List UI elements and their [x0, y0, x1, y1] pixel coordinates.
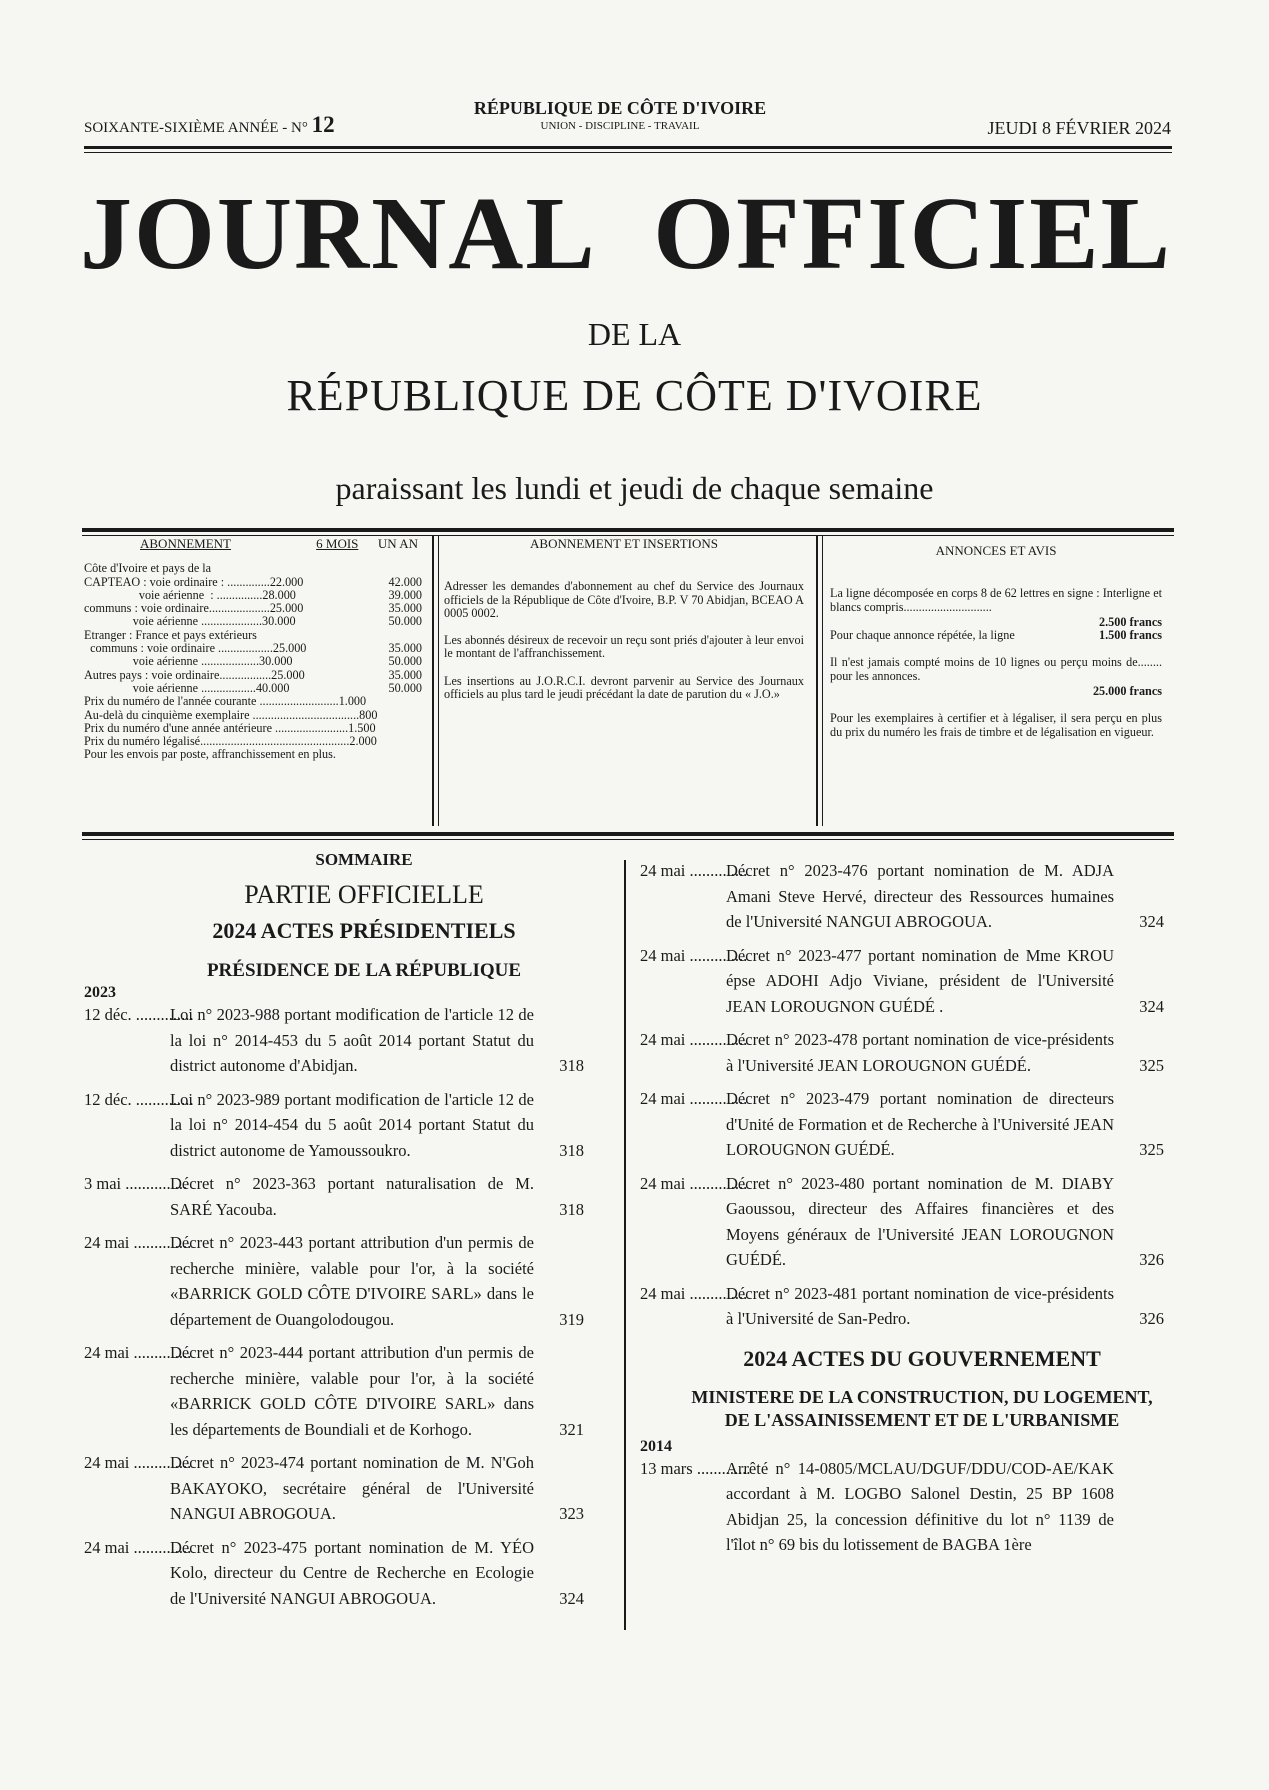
sommaire-right [640, 858, 1164, 1566]
list-item [84, 1171, 584, 1222]
actes-presidentiels: 2024 ACTES PRÉSIDENTIELS [212, 918, 516, 943]
year-label: SOIXANTE-SIXIÈME ANNÉE - N° [84, 120, 308, 136]
entry-page: 323 [559, 1504, 584, 1523]
insertions-p1: Adresser les demandes d'abonnement au chef du Service des Journaux officiels de la République de Côte d'Ivoire, B.P. V 70 Abidjan, BCEAO A 0005 0002. [444, 579, 804, 620]
top-rule [84, 146, 1172, 149]
abonnement-row [84, 709, 422, 722]
entry-text: Décret n° 2023-444 portant attribution d'un permis de recherche minière, valable pour l'or, à la société «BARRICK GOLD CÔTE D'IVOIRE SARL» dans les départements de Boundiali et de Korhogo. [170, 1343, 534, 1439]
abonnement-row-value [374, 695, 422, 708]
abonnement-row-label: CAPTEAO : voie ordinaire : ..............22.000 [84, 574, 304, 589]
entry-text: Décret n° 2023-479 portant nomination de directeurs d'Unité de Formation et de Recherche à l'Université JEAN LOROUGNON GUÉDÉ. [726, 1089, 1114, 1159]
entry-page: 321 [559, 1419, 584, 1439]
abonnement-row-label: Prix du numéro d'une année antérieure ........................1.500 [84, 720, 376, 735]
annonces-p1-price: 2.500 francs [1099, 614, 1162, 629]
left-entries [84, 1002, 584, 1611]
info-divider-1b [438, 536, 439, 826]
insertions-p3: Les insertions au J.O.R.C.I. devront parvenir au Service des Journaux officiels au plus tard le jeudi précédant la date de parution du « J.O.» [444, 673, 804, 702]
entry-page: 324 [1139, 912, 1164, 931]
annonces-p4: Pour les exemplaires à certifier et à légaliser, il sera perçu en plus du prix du numéro les frais de timbre et de légalisation en vigueur. [830, 711, 1162, 739]
right-entries [640, 858, 1164, 1332]
abonnement-head [84, 537, 422, 550]
entry-text: Décret n° 2023-443 portant attribution d'un permis de recherche minière, valable pour l'or, à la société «BARRICK GOLD CÔTE D'IVOIRE SARL» dans le département de Ouangolodougou. [170, 1233, 534, 1329]
ministere-heading: MINISTERE DE LA CONSTRUCTION, DU LOGEMENT, DE L'ASSAINISSEMENT ET DE L'URBANISME [691, 1386, 1153, 1430]
entry-text: Loi n° 2023-988 portant modification de l'article 12 de la loi n° 2014-453 du 5 août 2014 portant Statut du district autonome d'Abidjan. [170, 1005, 534, 1075]
abonnement-row [84, 589, 422, 602]
entry-date: 13 mars ............. [640, 1458, 751, 1478]
list-item [84, 1450, 584, 1527]
abonnement-row [84, 562, 422, 575]
list-item [84, 1230, 584, 1332]
column-divider [624, 860, 626, 1630]
issue-number [84, 112, 335, 138]
col-unan: UN AN [377, 536, 418, 551]
abonnement-row-label: Autres pays : voie ordinaire.................25.000 [84, 667, 305, 682]
list-item [640, 1456, 1164, 1558]
abonnement-row-label: voie aérienne : ...............28.000 [84, 587, 296, 602]
entry-date: 24 mai .............. [640, 1283, 748, 1303]
abonnement-row-value [377, 709, 425, 722]
entry-text: Loi n° 2023-989 portant modification de l'article 12 de la loi n° 2014-454 du 5 août 2014 portant Statut du district autonome de Yamoussoukro. [170, 1089, 534, 1160]
abonnement-row-label: Côte d'Ivoire et pays de la [84, 561, 212, 576]
abonnement-row-value [376, 722, 424, 735]
insertions-p2: Les abonnés désireux de recevoir un reçu sont priés d'ajouter à leur envoi le montant de l'affranchissement. [444, 633, 804, 661]
year-2023: 2023 [84, 984, 116, 1001]
info-rule-bottom [82, 832, 1174, 836]
entry-date: 12 déc. .............. [84, 1005, 194, 1024]
annonces-box [830, 537, 1162, 753]
abonnement-row-value: 42.000 [388, 574, 422, 589]
abonnement-row [84, 748, 422, 761]
entry-text: Décret n° 2023-476 portant nomination de M. ADJA Amani Steve Hervé, directeur des Ressources humaines de l'Université NANGUI ABROGOUA. [726, 861, 1114, 931]
abonnement-row [84, 615, 422, 628]
abonnement-row-value: 35.000 [388, 641, 422, 656]
entry-date: 24 mai .............. [640, 861, 748, 880]
abonnement-row-value [374, 748, 422, 761]
abonnement-row-label: voie aérienne ....................30.000 [84, 614, 296, 629]
entry-page: 324 [1139, 996, 1164, 1016]
entry-date: 24 mai .............. [84, 1233, 192, 1252]
republic-title: RÉPUBLIQUE DE CÔTE D'IVOIRE [286, 371, 983, 420]
abonnement-row [84, 576, 422, 589]
abonnement-row-value: 35.000 [388, 667, 422, 682]
abonnement-row-value [377, 735, 425, 748]
insertions-box [444, 537, 804, 715]
sommaire-left [84, 850, 584, 1619]
abonnement-row-label: Prix du numéro de l'année courante ..........................1.000 [84, 694, 367, 709]
abonnement-row [84, 602, 422, 615]
entry-text: Décret n° 2023-480 portant nomination de M. DIABY Gaoussou, directeur des Affaires financières et des Moyens généraux de l'Université JEAN LOROUGNON GUÉDÉ. [726, 1173, 1114, 1269]
entry-text: Décret n° 2023-475 portant nomination de M. YÉO Kolo, directeur du Centre de Recherche en Ecologie de l'Université NANGUI ABROGOUA. [170, 1537, 534, 1608]
entry-text: Arrêté n° 14-0805/MCLAU/DGUF/DDU/COD-AE/KAK accordant à M. LOGBO Salonel Destin, 25 BP 1608 Abidjan 25, la concession définitive du lot n° 1139 de l'îlot n° 69 bis du lotissement de BAGBA 1ère [726, 1458, 1114, 1554]
abonnement-title: ABONNEMENT [140, 536, 231, 551]
abonnement-row-label: Au-delà du cinquième exemplaire ...................................800 [84, 707, 378, 722]
republic-name: RÉPUBLIQUE DE CÔTE D'IVOIRE [473, 98, 767, 118]
entry-page: 318 [559, 1056, 584, 1075]
list-item [640, 943, 1164, 1020]
entry-date: 24 mai .............. [84, 1537, 192, 1557]
info-divider-2b [822, 536, 823, 826]
info-divider-2 [816, 536, 818, 826]
entry-text: Décret n° 2023-478 portant nomination de vice-présidents à l'Université JEAN LOROUGNON GUÉDÉ. [726, 1030, 1114, 1075]
entry-date: 24 mai .............. [640, 1173, 748, 1193]
entry-date: 24 mai .............. [84, 1343, 192, 1362]
entry-date: 24 mai .............. [640, 1030, 748, 1049]
abonnement-row-value: 39.000 [388, 587, 422, 602]
abonnement-row [84, 722, 422, 735]
list-item [84, 1535, 584, 1612]
abonnement-row-label: voie aérienne ...................30.000 [84, 654, 293, 669]
entry-page: 324 [559, 1588, 584, 1608]
abonnement-row-value [374, 562, 422, 575]
entry-date: 24 mai .............. [640, 1089, 748, 1108]
abonnement-row [84, 695, 422, 708]
annonces-p3-price: 25.000 francs [1092, 684, 1162, 699]
annonces-title: ANNONCES ET AVIS [935, 543, 1057, 558]
abonnement-row-label: voie aérienne ..................40.000 [84, 680, 290, 695]
actes-gouvernement: 2024 ACTES DU GOUVERNEMENT [743, 1345, 1101, 1371]
abonnement-row [84, 629, 422, 642]
motto: UNION - DISCIPLINE - TRAVAIL [540, 120, 700, 132]
entry-page: 318 [559, 1199, 584, 1219]
abonnement-row-label: communs : voie ordinaire....................25.000 [84, 601, 304, 616]
list-item [84, 1087, 584, 1164]
entry-text: Décret n° 2023-481 portant nomination de vice-présidents à l'Université de San-Pedro. [726, 1283, 1114, 1328]
abonnement-row-label: Pour les envois par poste, affranchissement en plus. [84, 747, 336, 762]
abonnement-row-label: communs : voie ordinaire ..................25.000 [84, 641, 307, 656]
entry-date: 12 déc. .............. [84, 1089, 194, 1109]
list-item [640, 1027, 1164, 1078]
sommaire-title: SOMMAIRE [315, 850, 413, 869]
presidence-heading: PRÉSIDENCE DE LA RÉPUBLIQUE [206, 960, 522, 981]
info-rule-top [82, 528, 1174, 532]
republic-header [430, 98, 810, 132]
entry-text: Décret n° 2023-474 portant nomination de M. N'Goh BAKAYOKO, secrétaire général de l'Université NANGUI ABROGOUA. [170, 1453, 534, 1523]
list-item [640, 1171, 1164, 1273]
abonnement-row-value: 50.000 [388, 680, 422, 695]
entry-date: 24 mai .............. [84, 1453, 192, 1472]
abonnement-row [84, 682, 422, 695]
abonnement-row [84, 735, 422, 748]
entry-page: 325 [1139, 1140, 1164, 1159]
entry-page: 326 [1139, 1309, 1164, 1328]
year-2014: 2014 [640, 1437, 672, 1455]
list-item [84, 1002, 584, 1079]
abonnement-box [84, 537, 422, 762]
issue-date: JEUDI 8 FÉVRIER 2024 [987, 118, 1171, 138]
abonnement-row [84, 669, 422, 682]
info-divider-1 [432, 536, 434, 826]
entry-page: 325 [1139, 1055, 1164, 1075]
de-la: DE LA [587, 316, 682, 352]
entry-page: 326 [1139, 1250, 1164, 1269]
annonces-p1: La ligne décomposée en corps 8 de 62 lettres en signe : Interligne et blancs compris............................. [830, 586, 1162, 614]
abonnement-row-value [374, 629, 422, 642]
annonces-p2-price: 1.500 francs [1099, 628, 1162, 643]
list-item [640, 1086, 1164, 1163]
abonnement-row [84, 642, 422, 655]
entry-page: 318 [559, 1140, 584, 1160]
entry-date: 3 mai ............... [84, 1174, 188, 1193]
abonnement-rows [84, 562, 422, 761]
list-item [640, 858, 1164, 935]
entry-text: Décret n° 2023-363 portant naturalisation de M. SARÉ Yacouba. [170, 1174, 534, 1219]
top-rule-thin [84, 152, 1172, 153]
insertions-title: ABONNEMENT ET INSERTIONS [530, 536, 718, 551]
list-item [84, 1340, 584, 1442]
abonnement-row-label: Prix du numéro légalisé.................................................2.000 [84, 734, 377, 749]
journal-title: JOURNAL OFFICIEL [80, 176, 1172, 291]
abonnement-row-value: 50.000 [388, 614, 422, 629]
list-item [640, 1281, 1164, 1332]
abonnement-row [84, 655, 422, 668]
abonnement-row-label: Etranger : France et pays extérieurs [84, 627, 257, 642]
partie-officielle: PARTIE OFFICIELLE [244, 880, 484, 909]
col-6mois: 6 MOIS [316, 536, 359, 551]
info-rule-bottom-thin [82, 839, 1174, 840]
abonnement-row-value: 35.000 [388, 601, 422, 616]
issue-num: 12 [311, 112, 335, 137]
annonces-p2: Pour chaque annonce répétée, la ligne [830, 628, 1015, 643]
publication-schedule: paraissant les lundi et jeudi de chaque semaine [335, 470, 934, 506]
entry-date: 24 mai .............. [640, 945, 748, 965]
entry-page: 319 [559, 1309, 584, 1329]
annonces-p3: Il n'est jamais compté moins de 10 lignes ou perçu moins de........ pour les annonces. [830, 655, 1162, 683]
abonnement-row-value: 50.000 [388, 654, 422, 669]
entry-text: Décret n° 2023-477 portant nomination de Mme KROU épse ADOHI Adjo Viviane, président de l'Université JEAN LOROUGNON GUÉDÉ . [726, 945, 1114, 1016]
